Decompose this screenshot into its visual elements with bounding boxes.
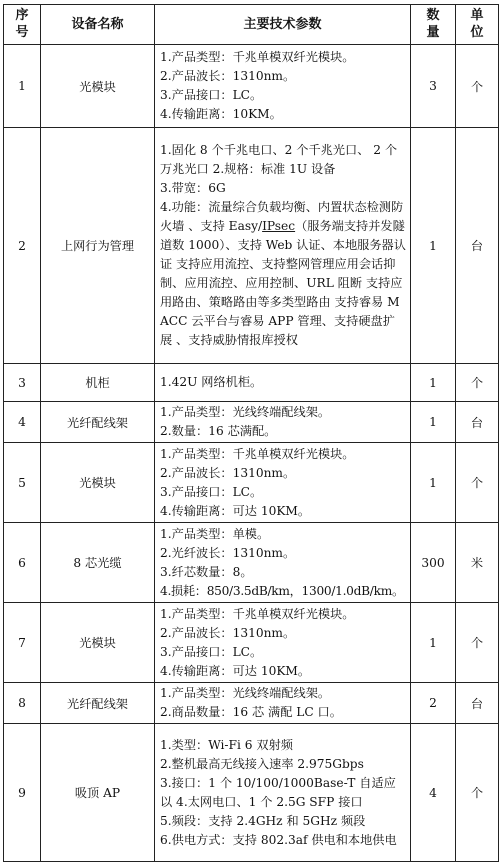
param-line: 4.损耗：850/3.5dB/km，1300/1.0dB/km。 bbox=[160, 583, 404, 598]
param-line: 3.产品接口：LC。 bbox=[160, 88, 263, 102]
row-seq: 2 bbox=[4, 128, 41, 364]
row-name: 光模块 bbox=[41, 443, 155, 523]
row-seq: 1 bbox=[4, 45, 41, 128]
row-params bbox=[155, 443, 411, 523]
table-row bbox=[4, 45, 499, 128]
param-line: 4.传输距离：10KM。 bbox=[160, 107, 282, 121]
param-line: 1.产品类型：光线终端配线架。 bbox=[160, 686, 331, 700]
param-line: 2.产品波长：1310nm。 bbox=[160, 465, 296, 480]
row-unit: 个 bbox=[456, 724, 499, 862]
param-line: 3.产品接口：LC。 bbox=[160, 644, 263, 659]
param-line: 1.产品类型：光线终端配线架。 bbox=[160, 405, 331, 419]
header-seq: 序号 bbox=[4, 5, 41, 45]
table-row bbox=[4, 443, 499, 523]
table-row bbox=[4, 364, 499, 402]
row-name: 光纤配线架 bbox=[41, 402, 155, 443]
row-unit: 台 bbox=[456, 128, 499, 364]
param-line: 6.供电方式：支持 802.3af 供电和本地供电 bbox=[160, 832, 397, 847]
row-qty: 300 bbox=[411, 523, 456, 603]
equipment-spec-table bbox=[3, 4, 499, 862]
table-row bbox=[4, 402, 499, 443]
row-params bbox=[155, 128, 411, 364]
row-name: 上网行为管理 bbox=[41, 128, 155, 364]
param-line: 4.功能：流量综合负载均衡、内置状态检测防火墙 、支持 Easy/IPsec（服务端支持并发隧道数 1000）、支持 Web 认证、本地服务器认证 支持应用流控、支持整网管理应用会话抑制、应用流控、应用控制、URL 阻断 支持应用路由、策略路由等多类型路由 支持睿易 MACC 云平台与睿易 APP 管理、支持硬盘扩展 、支持威胁情报库授权 bbox=[160, 200, 406, 347]
row-params bbox=[155, 523, 411, 603]
row-qty: 3 bbox=[411, 45, 456, 128]
row-name: 光模块 bbox=[41, 45, 155, 128]
table-row bbox=[4, 128, 499, 364]
row-seq: 8 bbox=[4, 683, 41, 724]
ipsec-underlined-text: IPsec bbox=[262, 219, 296, 233]
table-row bbox=[4, 724, 499, 862]
row-qty: 2 bbox=[411, 683, 456, 724]
param-line: 4.传输距离：可达 10KM。 bbox=[160, 663, 311, 678]
param-line: 2.商品数量：16 芯 满配 LC 口。 bbox=[160, 705, 342, 719]
param-line: 3.产品接口：LC。 bbox=[160, 484, 263, 499]
row-qty: 4 bbox=[411, 724, 456, 862]
row-name: 光纤配线架 bbox=[41, 683, 155, 724]
row-params bbox=[155, 724, 411, 862]
row-unit: 台 bbox=[456, 683, 499, 724]
row-name: 8 芯光缆 bbox=[41, 523, 155, 603]
row-seq: 4 bbox=[4, 402, 41, 443]
row-unit: 个 bbox=[456, 45, 499, 128]
param-line: 2.产品波长：1310nm。 bbox=[160, 625, 296, 640]
row-name: 机柜 bbox=[41, 364, 155, 402]
row-qty: 1 bbox=[411, 364, 456, 402]
row-unit: 个 bbox=[456, 443, 499, 523]
param-line: 1.固化 8 个千兆电口、2 个千兆光口、 2 个万兆光口 2.规格：标准 1U 设备 bbox=[160, 143, 398, 176]
param-line: 1.产品类型：单模。 bbox=[160, 526, 270, 541]
row-params bbox=[155, 364, 411, 402]
row-unit: 台 bbox=[456, 402, 499, 443]
row-name: 吸顶 AP bbox=[41, 724, 155, 862]
param-line: 3.接口：1 个 10/100/1000Base-T 自适应以 4.太网电口、1 个 2.5G SFP 接口 bbox=[160, 775, 396, 809]
param-line: 2.数量：16 芯满配。 bbox=[160, 424, 277, 438]
row-params bbox=[155, 402, 411, 443]
header-qty: 数量 bbox=[411, 5, 456, 45]
table-row bbox=[4, 523, 499, 603]
row-seq: 3 bbox=[4, 364, 41, 402]
row-qty: 1 bbox=[411, 128, 456, 364]
row-seq: 9 bbox=[4, 724, 41, 862]
param-line: 3.带宽：6G bbox=[160, 181, 226, 195]
param-line: 2.产品波长：1310nm。 bbox=[160, 69, 296, 83]
header-params: 主要技术参数 bbox=[155, 5, 411, 45]
row-qty: 1 bbox=[411, 402, 456, 443]
row-seq: 6 bbox=[4, 523, 41, 603]
row-seq: 7 bbox=[4, 603, 41, 683]
row-params bbox=[155, 683, 411, 724]
table-row bbox=[4, 603, 499, 683]
row-qty: 1 bbox=[411, 443, 456, 523]
param-line: 2.整机最高无线接入速率 2.975Gbps bbox=[160, 756, 364, 771]
param-line: 1.类型：Wi-Fi 6 双射频 bbox=[160, 737, 293, 752]
row-qty: 1 bbox=[411, 603, 456, 683]
row-params bbox=[155, 603, 411, 683]
param-line: 3.纤芯数量：8。 bbox=[160, 564, 253, 579]
param-line: 1.产品类型：千兆单模双纤光模块。 bbox=[160, 446, 355, 461]
row-name: 光模块 bbox=[41, 603, 155, 683]
table-header-row bbox=[4, 5, 499, 45]
param-line: 1.42U 网络机柜。 bbox=[160, 375, 263, 389]
table-row bbox=[4, 683, 499, 724]
header-name: 设备名称 bbox=[41, 5, 155, 45]
param-line: 1.产品类型：千兆单模双纤光模块。 bbox=[160, 50, 355, 64]
row-unit: 个 bbox=[456, 603, 499, 683]
param-line: 1.产品类型：千兆单模双纤光模块。 bbox=[160, 606, 355, 621]
row-seq: 5 bbox=[4, 443, 41, 523]
row-params bbox=[155, 45, 411, 128]
row-unit: 个 bbox=[456, 364, 499, 402]
row-unit: 米 bbox=[456, 523, 499, 603]
param-line: 5.频段：支持 2.4GHz 和 5GHz 频段 bbox=[160, 813, 366, 828]
param-line: 4.传输距离：可达 10KM。 bbox=[160, 503, 311, 518]
param-line: 2.光纤波长：1310nm。 bbox=[160, 545, 296, 560]
header-unit: 单位 bbox=[456, 5, 499, 45]
